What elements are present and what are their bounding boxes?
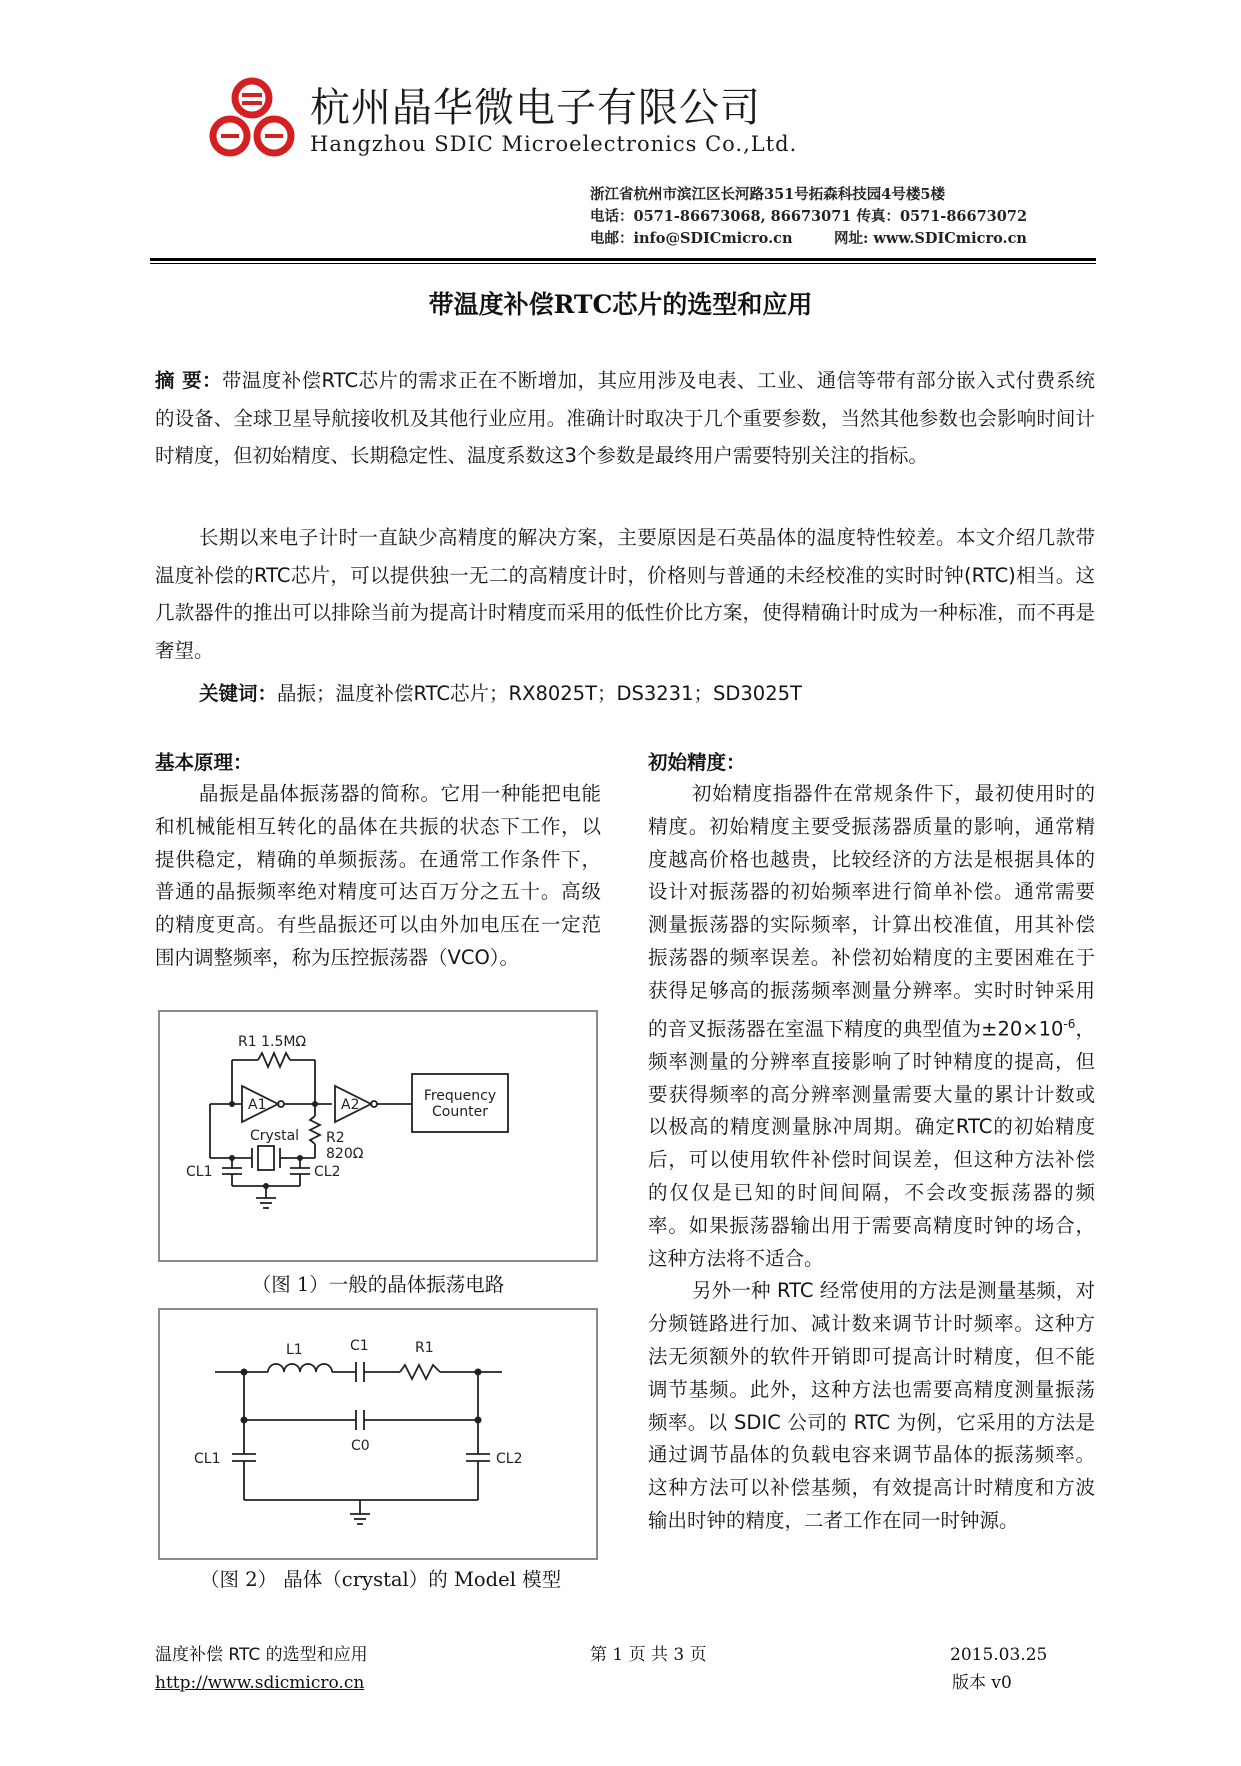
left-column-text [155, 778, 601, 975]
keywords-text: 晶振；温度补偿RTC芯片；RX8025T；DS3231；SD3025T [277, 682, 802, 705]
footer-version: 版本 v0 [952, 1673, 1012, 1693]
section-heading-basic-principle: 基本原理： [155, 751, 253, 774]
intro-paragraph: 长期以来电子计时一直缺少高精度的解决方案，主要原因是石英晶体的温度特性较差。本文介绍几款带温度补偿的RTC芯片，可以提供独一无二的高精度计时，价格则与普通的未经校准的实时时钟(RTC)相当。这几款器件的推出可以排除当前为提高计时精度而采用的低性价比方案，使得精确计时成为一种标准，而不再是奢望。 [155, 526, 1095, 662]
fundamental-frequency-paragraph: 另外一种 RTC 经常使用的方法是测量基频，对分频链路进行加、减计数来调节计时频率。这种方法无须额外的软件开销即可提高计时精度，但不能调节基频。此外，这种方法也需要高精度测量振荡频率。以 SDIC 公司的 RTC 为例，它采用的方法是通过调节晶体的负载电容来调节晶体的振荡频率。这种方法可以补偿基频，有效提高计时精度和方波输出时钟的精度，二者工作在同一时钟源。 [648, 1279, 1095, 1533]
document-title: 带温度补偿RTC芯片的选型和应用 [428, 290, 813, 319]
fig1-label-crystal: Crystal [250, 1128, 300, 1144]
fig1-label-a2: A2 [341, 1097, 360, 1113]
fig1-label-cl1: CL1 [186, 1164, 213, 1180]
company-name-en: Hangzhou SDIC Microelectronics Co.,Ltd. [310, 132, 798, 156]
fig1-label-r2-value: 820Ω [326, 1146, 364, 1162]
footer-doc-name: 温度补偿 RTC 的选型和应用 [155, 1645, 368, 1665]
company-website: 网址: www.SDICmicro.cn [834, 230, 1027, 247]
exponent: -6 [1063, 1016, 1076, 1031]
figure2-caption: （图 2） 晶体（crystal）的 Model 模型 [200, 1568, 562, 1591]
abstract [155, 362, 1095, 475]
fig2-label-cl1: CL1 [194, 1451, 221, 1467]
section-heading-initial-accuracy: 初始精度： [648, 751, 746, 774]
crystal-model-figure [158, 1308, 598, 1560]
abstract-text: 带温度补偿RTC芯片的需求正在不断增加，其应用涉及电表、工业、通信等带有部分嵌入式付费系统的设备、全球卫星导航接收机及其他行业应用。准确计时取决于几个重要参数，当然其他参数也会影响时间计时精度，但初始精度、长期稳定性、温度系数这3个参数是最终用户需要特别关注的指标。 [155, 369, 1096, 467]
fig1-label-a1: A1 [248, 1097, 267, 1113]
fig2-label-l1: L1 [286, 1342, 303, 1358]
company-phone-fax: 电话：0571-86673068, 86673071 传真：0571-86673072 [590, 208, 1028, 225]
company-address: 浙江省杭州市滨江区长河路351号拓森科技园4号楼5楼 [590, 186, 945, 203]
company-email: 电邮：info@SDICmicro.cn [590, 230, 793, 247]
company-name-cn: 杭州晶华微电子有限公司 [310, 85, 761, 131]
fig2-label-c1: C1 [350, 1338, 369, 1354]
basic-principle-paragraph: 晶振是晶体振荡器的简称。它用一种能把电能和机械能相互转化的晶体在共振的状态下工作，以提供稳定，精确的单频振荡。在通常工作条件下，普通的晶振频率绝对精度可达百万分之五十。高级的精度更高。有些晶振还可以由外加电压在一定范围内调整频率，称为压控振荡器（VCO）。 [155, 782, 601, 969]
header-divider-thin [150, 263, 1096, 264]
header-divider [150, 258, 1096, 261]
footer-website-link[interactable]: http://www.sdicmicro.cn [155, 1673, 365, 1693]
fig2-label-c0: C0 [351, 1438, 370, 1454]
company-logo [208, 76, 296, 160]
abstract-label: 摘 要： [155, 369, 222, 392]
figure1-caption: （图 1）一般的晶体振荡电路 [251, 1273, 505, 1296]
fig1-label-r2: R2 [326, 1130, 345, 1146]
footer-date: 2015.03.25 [950, 1645, 1048, 1665]
initial-accuracy-text-b: ，频率测量的分辨率直接影响了时钟精度的提高，但要获得频率的高分辨率测量需要大量的累计计数或以极高的精度测量脉冲周期。确定RTC的初始精度后，可以使用软件补偿时间误差，但这种方法补偿的仅仅是已知的时间间隔，不会改变振荡器的频率。如果振荡器输出用于需要高精度时钟的场合，这种方法将不适合。 [648, 1017, 1095, 1270]
initial-accuracy-paragraph [648, 778, 1095, 1275]
initial-accuracy-text-a: 初始精度指器件在常规条件下，最初使用时的精度。初始精度主要受振荡器质量的影响，通常精度越高价格也越贵，比较经济的方法是根据具体的设计对振荡器的初始频率进行简单补偿。通常需要测量振荡器的实际频率，计算出校准值，用其补偿振荡器的频率误差。补偿初始精度的主要困难在于获得足够高的振荡频率测量分辨率。实时时钟采用的音叉振荡器在室温下精度的典型值为±20×10 [648, 782, 1095, 1041]
company-contact-line [590, 228, 1027, 250]
fig1-label-cl2: CL2 [314, 1164, 341, 1180]
crystal-oscillator-circuit-figure [158, 1010, 598, 1262]
fig1-label-counter-line2: Counter [432, 1104, 488, 1120]
keywords-label: 关键词： [199, 682, 278, 705]
fig1-label-r1: R1 1.5MΩ [238, 1034, 307, 1050]
fig2-label-cl2: CL2 [496, 1451, 523, 1467]
right-column-text [648, 778, 1095, 1538]
footer-page-number: 第 1 页 共 3 页 [590, 1645, 707, 1665]
fig1-label-counter-line1: Frequency [423, 1088, 497, 1104]
fig2-label-r1: R1 [415, 1340, 434, 1356]
keywords [199, 675, 1099, 713]
